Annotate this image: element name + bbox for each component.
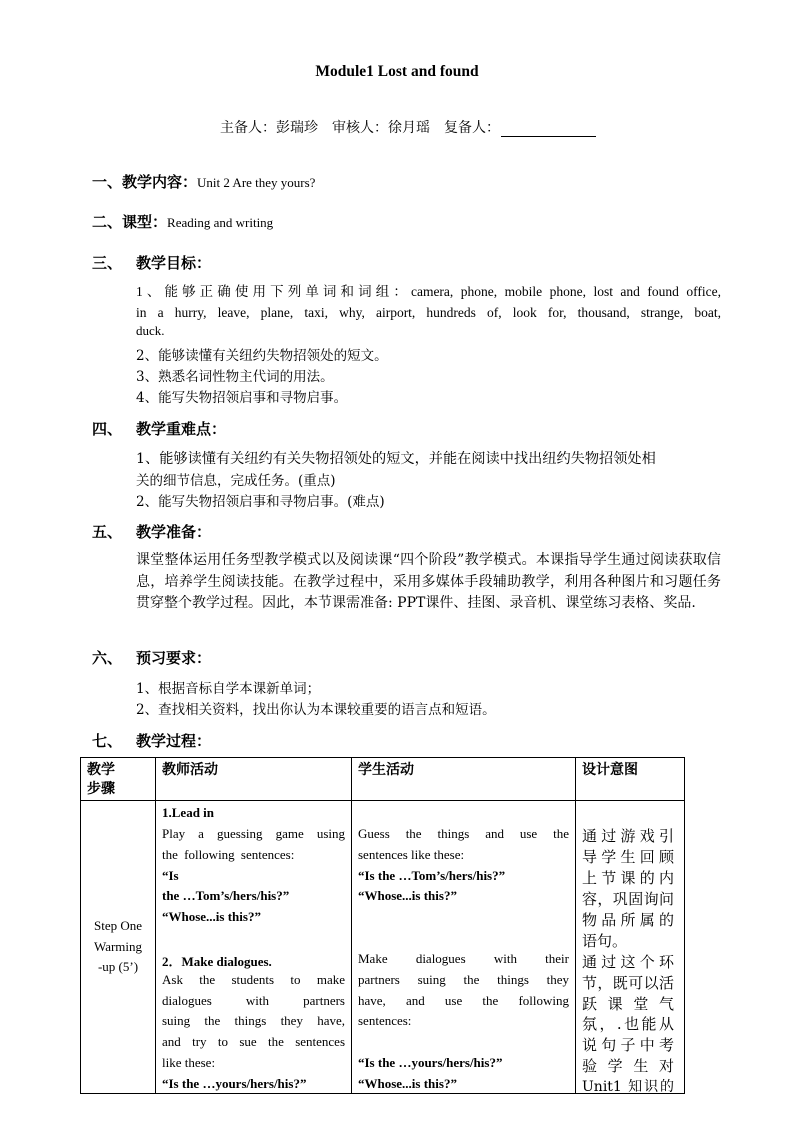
table-header-row	[81, 758, 685, 801]
section-number: 三、	[92, 254, 123, 272]
section-teaching-content	[92, 171, 315, 192]
student-line: “Whose...is this?”	[358, 1076, 457, 1091]
student-line: partners suing the things they	[358, 972, 569, 987]
teacher-line: “Is	[162, 868, 179, 883]
design-intent-cell	[576, 801, 685, 1094]
design-line: 验学生对	[582, 1057, 674, 1075]
step-cell	[81, 801, 156, 1094]
section-lesson-type	[92, 211, 273, 232]
preview-1: 1、根据音标自学本课新单词；	[136, 681, 321, 697]
section-key-points	[92, 418, 226, 439]
document-title: Module1 Lost and found	[315, 63, 479, 80]
teacher-line: like these:	[162, 1055, 216, 1070]
section-preview	[92, 647, 211, 668]
design-line: 氛，.也能从	[582, 1015, 674, 1033]
student-activity-cell	[352, 801, 576, 1094]
student-line: Guess the things and use the	[358, 826, 569, 841]
section-number: 六、	[92, 649, 123, 667]
section-objectives	[92, 252, 211, 273]
teaching-process-table	[80, 757, 685, 1094]
student-line: “Is the …Tom’s/hers/his?”	[358, 868, 506, 883]
table-row	[81, 801, 685, 1094]
design-line: 通过这个环	[582, 953, 674, 971]
step-line-2: Warming	[93, 938, 143, 954]
section-number: 二、	[92, 213, 123, 231]
header-teacher: 教师活动	[156, 758, 352, 801]
teacher-line: 1.Lead in	[162, 805, 215, 820]
co-preparer-blank	[501, 122, 596, 137]
section-value: Reading and writing	[167, 215, 274, 230]
header-design: 设计意图	[576, 758, 685, 801]
preparation-paragraph: 课堂整体运用任务型教学模式以及阅读课“四个阶段”教学模式。本课指导学生通过阅读获取信息，培养学生阅读技能。在教学过程中，采用多媒体手段辅助教学，利用各种图片和习题任务贯穿整个教学过程。因此，本节课需准备: PPT课件、挂图、录音机、课堂练习表格、奖品.	[136, 552, 721, 612]
section-number: 七、	[92, 732, 123, 750]
authors-line	[220, 117, 596, 137]
header-step	[81, 758, 156, 801]
teacher-line: suing the things they have,	[162, 1013, 345, 1028]
design-line: 跃课堂气	[582, 995, 674, 1013]
section-heading: 教学重难点：	[136, 420, 227, 438]
design-line: 通过游戏引	[582, 827, 674, 845]
header-step-text: 教学步骤	[87, 762, 115, 797]
design-line: 容，巩固询问	[582, 890, 674, 908]
objective-2: 2、能够读懂有关纽约失物招领处的短文。	[136, 348, 388, 364]
section-number: 四、	[92, 420, 123, 438]
student-line: sentences:	[358, 1013, 412, 1028]
step-line-1: Step One	[93, 918, 143, 934]
teacher-line: Play a guessing game using	[162, 826, 345, 841]
student-line: Make dialogues with their	[358, 951, 569, 966]
section-number: 一、	[92, 173, 123, 191]
key-point-2: 2、能写失物招领启事和寻物启事。(难点)	[136, 494, 385, 510]
objective-3: 3、熟悉名词性物主代词的用法。	[136, 369, 334, 385]
teacher-line: the …Tom’s/hers/his?”	[162, 888, 290, 903]
design-line: 语句。	[582, 932, 628, 950]
objective-4: 4、能写失物招领启事和寻物启事。	[136, 390, 348, 406]
section-number: 五、	[92, 523, 123, 541]
co-preparer-label: 复备人：	[444, 120, 500, 136]
section-heading: 教学准备：	[136, 523, 212, 541]
teacher-line: the following sentences:	[162, 847, 295, 862]
teacher-line: “Whose...is this?”	[162, 909, 261, 924]
objective-1-line-c: duck.	[136, 323, 165, 338]
teacher-line: and try to sue the sentences	[162, 1034, 345, 1049]
teacher-line: 2．Make dialogues.	[162, 954, 272, 969]
teacher-line: “Is the …yours/hers/his?”	[162, 1076, 307, 1091]
student-line: “Is the …yours/hers/his?”	[358, 1055, 503, 1070]
section-value: Unit 2 Are they yours?	[197, 175, 316, 190]
section-teaching-process	[92, 730, 211, 751]
objective-1-line-b: in a hurry, leave, plane, taxi, why, airport, hundreds of, look for, thousand, strange, boat,	[136, 305, 721, 320]
section-heading: 教学内容：	[122, 173, 198, 191]
section-heading: 课型：	[122, 213, 168, 231]
key-point-1-line-a: 1、能够读懂有关纽约有关失物招领处的短文，并能在阅读中找出纽约失物招领处相	[136, 451, 656, 467]
student-line: have, and use the following	[358, 993, 569, 1008]
design-line: 说句子中考	[582, 1036, 674, 1054]
design-line: 物品所属的	[582, 911, 674, 929]
design-line: 上节课的内	[582, 869, 674, 887]
design-line: 节，既可以活	[582, 974, 674, 992]
preview-2: 2、查找相关资料，找出你认为本课较重要的语言点和短语。	[136, 702, 496, 718]
preparer: 主备人：彭瑞珍	[220, 120, 318, 136]
key-point-1-line-b: 关的细节信息，完成任务。(重点)	[136, 473, 336, 489]
objective-1-line-a: 1、能够正确使用下列单词和词组：camera, phone, mobile phone, lost and found office,	[136, 284, 721, 299]
header-student: 学生活动	[352, 758, 576, 801]
reviewer: 审核人：徐月瑶	[332, 120, 430, 136]
step-line-3: -up (5’)	[97, 959, 139, 975]
section-heading: 教学目标：	[136, 254, 212, 272]
section-heading: 预习要求：	[136, 649, 212, 667]
design-line: 导学生回顾	[582, 848, 674, 866]
teacher-line: dialogues with partners	[162, 993, 345, 1008]
teacher-activity-cell	[156, 801, 352, 1094]
teacher-line: Ask the students to make	[162, 972, 345, 987]
design-line: Unit1 知识的	[582, 1079, 674, 1093]
student-line: sentences like these:	[358, 847, 465, 862]
section-heading: 教学过程：	[136, 732, 212, 750]
section-preparation	[92, 521, 211, 542]
student-line: “Whose...is this?”	[358, 888, 457, 903]
